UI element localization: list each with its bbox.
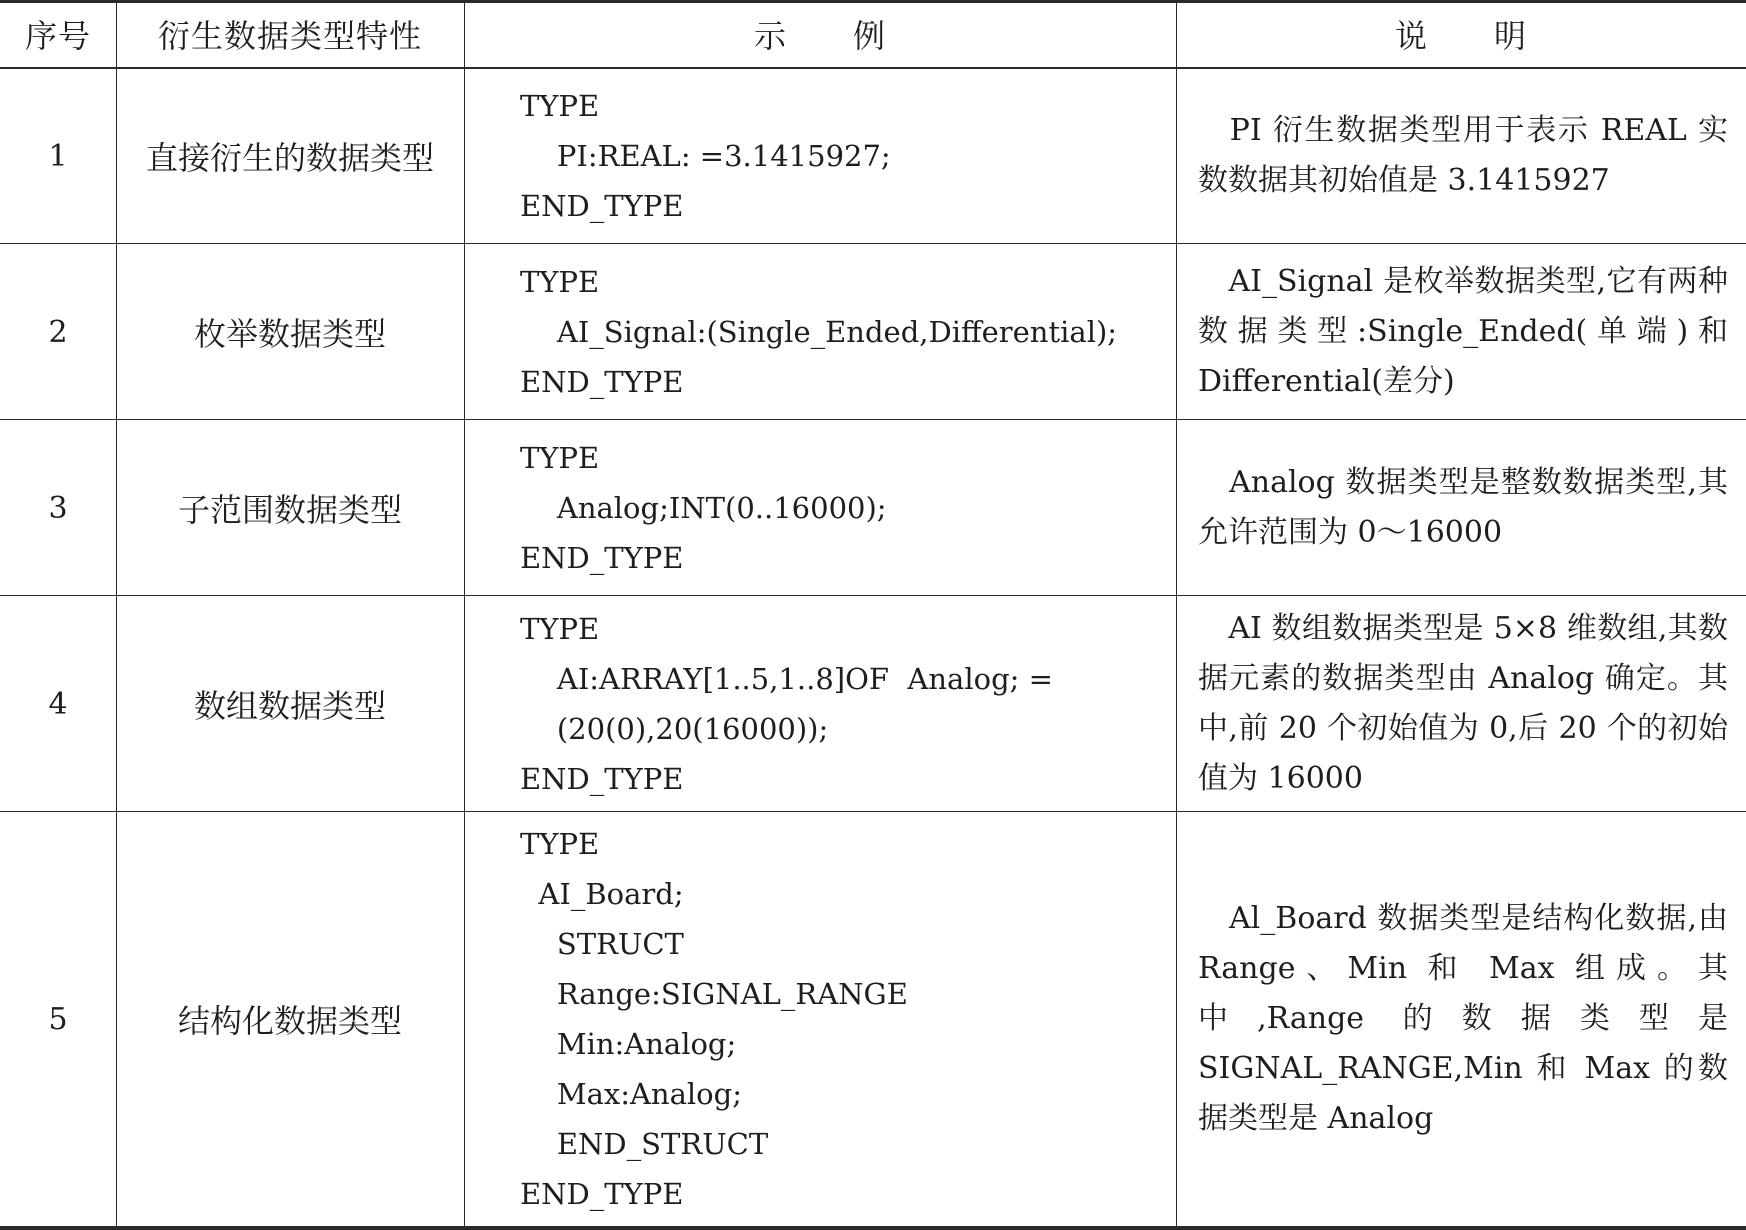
- column-divider: [1176, 0, 1177, 1230]
- row-number: 1: [48, 138, 68, 174]
- table-header-row: [0, 0, 1746, 68]
- header-feature-label: 衍生数据类型特性: [157, 17, 422, 55]
- row-number-cell: [0, 244, 116, 420]
- code-line: TYPE: [520, 89, 600, 123]
- description-cell: [1176, 420, 1746, 596]
- row-number: 2: [48, 314, 68, 350]
- header-description-label: 说 明: [1394, 17, 1527, 55]
- description-text: AI_Signal 是枚举数据类型,它有两种数据类型:Single_Ended(单端)和 Differential(差分): [1198, 264, 1728, 399]
- code-block: [464, 81, 891, 231]
- code-line: TYPE: [520, 441, 600, 475]
- feature-label: 数组数据类型: [193, 687, 386, 725]
- table-top-rule: [0, 0, 1746, 3]
- row-number-cell: [0, 68, 116, 244]
- row-number-cell: [0, 596, 116, 812]
- code-line: AI_Board;: [520, 877, 684, 911]
- code-block: [464, 604, 1053, 804]
- description-cell: [1176, 596, 1746, 812]
- code-line: END_STRUCT: [520, 1127, 769, 1161]
- example-cell: [464, 244, 1176, 420]
- code-line: Range:SIGNAL_RANGE: [520, 977, 908, 1011]
- code-line: Analog;INT(0..16000);: [520, 491, 887, 525]
- table-row: [0, 68, 1746, 244]
- row-divider: [0, 811, 1746, 812]
- table-row: [0, 812, 1746, 1226]
- header-no-label: 序号: [24, 17, 91, 55]
- code-line: AI:ARRAY[1..5,1..8]OF Analog; =: [520, 662, 1053, 696]
- column-divider: [464, 0, 465, 1230]
- row-divider: [0, 595, 1746, 596]
- header-example-label: 示 例: [753, 17, 886, 55]
- code-block: [464, 819, 908, 1219]
- row-number-cell: [0, 812, 116, 1226]
- example-cell: [464, 68, 1176, 244]
- code-line: END_TYPE: [520, 762, 684, 796]
- code-line: AI_Signal:(Single_Ended,Differential);: [520, 315, 1118, 349]
- table-row: [0, 244, 1746, 420]
- table-bottom-rule: [0, 1226, 1746, 1230]
- example-cell: [464, 596, 1176, 812]
- description-text: PI 衍生数据类型用于表示 REAL 实数数据其初始值是 3.1415927: [1198, 113, 1728, 198]
- row-divider: [0, 419, 1746, 420]
- code-line: TYPE: [520, 265, 600, 299]
- description-cell: [1176, 244, 1746, 420]
- feature-cell: [116, 420, 464, 596]
- column-divider: [116, 0, 117, 1230]
- feature-label: 直接衍生的数据类型: [145, 139, 434, 177]
- feature-label: 枚举数据类型: [193, 315, 386, 353]
- description-text: Al_Board 数据类型是结构化数据,由 Range、Min 和 Max 组成。其中,Range 的数据类型是 SIGNAL_RANGE,Min 和 Max 的数据类型是 Analog: [1198, 901, 1728, 1136]
- description-cell: [1176, 812, 1746, 1226]
- code-line: TYPE: [520, 612, 600, 646]
- description-text: AI 数组数据类型是 5×8 维数组,其数据元素的数据类型由 Analog 确定。其中,前 20 个初始值为 0,后 20 个的初始值为 16000: [1198, 611, 1728, 796]
- header-rule: [0, 67, 1746, 69]
- feature-label: 结构化数据类型: [177, 1002, 402, 1040]
- code-line: Max:Analog;: [520, 1077, 742, 1111]
- code-line: STRUCT: [520, 927, 684, 961]
- row-number-cell: [0, 420, 116, 596]
- code-block: [464, 433, 887, 583]
- header-cell-feature: [116, 0, 464, 68]
- example-cell: [464, 420, 1176, 596]
- row-number: 5: [48, 1001, 68, 1037]
- code-line: PI:REAL: =3.1415927;: [520, 139, 891, 173]
- code-line: END_TYPE: [520, 365, 684, 399]
- row-number: 3: [48, 490, 68, 526]
- feature-cell: [116, 244, 464, 420]
- code-line: END_TYPE: [520, 1177, 684, 1211]
- description-text: Analog 数据类型是整数数据类型,其允许范围为 0～16000: [1198, 465, 1728, 550]
- header-cell-no: [0, 0, 116, 68]
- header-cell-description: [1176, 0, 1746, 68]
- code-line: TYPE: [520, 827, 600, 861]
- feature-cell: [116, 596, 464, 812]
- code-line: END_TYPE: [520, 541, 684, 575]
- row-divider: [0, 243, 1746, 244]
- code-line: END_TYPE: [520, 189, 684, 223]
- table-row: [0, 596, 1746, 812]
- feature-cell: [116, 68, 464, 244]
- code-line: Min:Analog;: [520, 1027, 737, 1061]
- description-cell: [1176, 68, 1746, 244]
- example-cell: [464, 812, 1176, 1226]
- header-cell-example: [464, 0, 1176, 68]
- code-block: [464, 257, 1117, 407]
- table-row: [0, 420, 1746, 596]
- feature-cell: [116, 812, 464, 1226]
- row-number: 4: [48, 686, 68, 722]
- code-line: (20(0),20(16000));: [520, 712, 829, 746]
- feature-label: 子范围数据类型: [177, 491, 402, 529]
